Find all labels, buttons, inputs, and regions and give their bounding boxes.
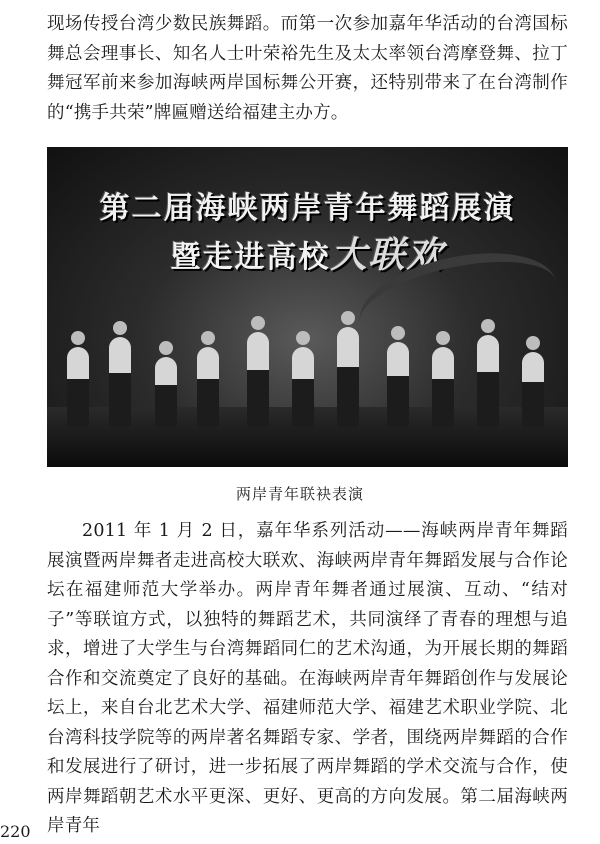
dancer-figure: [337, 327, 359, 427]
body-paragraph-2: 2011 年 1 月 2 日，嘉年华系列活动——海峡两岸青年舞蹈展演暨两岸舞者走进高校大联欢、海峡两岸青年舞蹈发展与合作论坛在福建师范大学举办。两岸青年舞者通过展演、互动、“结对子”等联谊方式，以独特的舞蹈艺术，共同演绎了青春的理想与追求，增进了大学生与台湾舞蹈同仁的艺术沟通，为开展长期的舞蹈合作和交流奠定了良好的基础。在海峡两岸青年舞蹈创作与发展论坛上，来自台北艺术大学、福建师范大学、福建艺术职业学院、北台湾科技学院等的两岸著名舞蹈专家、学者，围绕两岸舞蹈的合作和发展进行了研讨，进一步拓展了两岸舞蹈的学术交流与合作，使两岸舞蹈朝艺术水平更深、更好、更高的方向发展。第二届海峡两岸青年: [47, 521, 568, 836]
performance-photo: [47, 147, 568, 467]
photo-banner-line2-script: 大联欢: [330, 234, 445, 276]
dancer-figure: [292, 347, 314, 427]
body-paragraph-1: 现场传授台湾少数民族舞蹈。而第一次参加嘉年华活动的台湾国标舞总会理事长、知名人士叶荣裕先生及太太率领台湾摩登舞、拉丁舞冠军前来参加海峡两岸国标舞公开赛，还特别带来了在台湾制作的“携手共荣”牌匾赠送给福建主办方。: [47, 14, 568, 123]
dancer-figure: [247, 332, 269, 427]
dancer-figure: [155, 357, 177, 427]
dancer-figure: [67, 347, 89, 427]
photo-caption: 两岸青年联袂表演: [235, 485, 364, 503]
photo-banner-line2-prefix: 暨走进高校: [170, 240, 331, 275]
dancer-figure: [477, 335, 499, 427]
photo-banner-line1: 第二届海峡两岸青年舞蹈展演: [99, 191, 516, 226]
dancer-figure: [432, 347, 454, 427]
page-number: 220: [0, 822, 31, 841]
dancer-figure: [387, 342, 409, 427]
dancer-figure: [522, 352, 544, 427]
dancer-figure: [109, 337, 131, 427]
dancer-figure: [197, 347, 219, 427]
